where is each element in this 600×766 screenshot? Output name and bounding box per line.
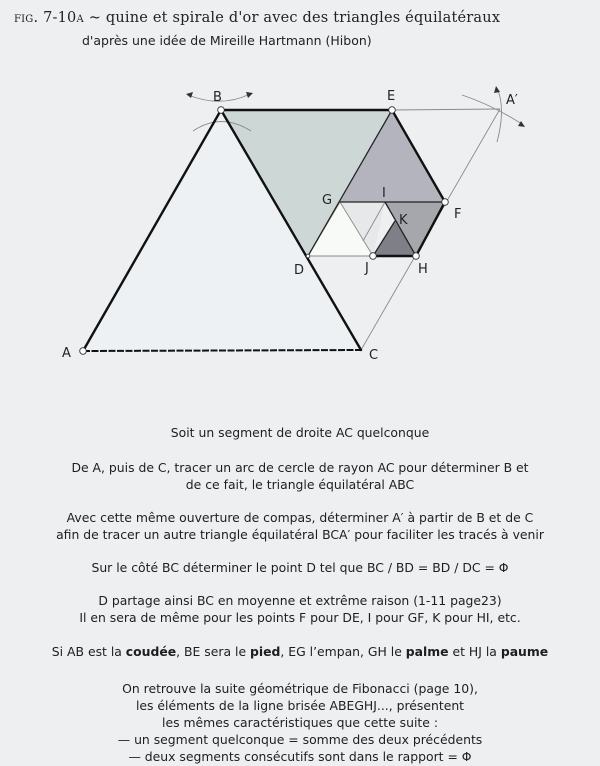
title-separator: ~ — [83, 10, 106, 26]
paragraph-1-line: Soit un segment de droite AC quelconque — [170, 425, 430, 440]
label-G: G — [322, 193, 333, 208]
text-segment: , BE sera le — [176, 644, 251, 659]
paragraph-7-line-4: — un segment quelconque = somme des deux précédents — [117, 732, 483, 747]
paragraph-3 — [0, 509, 600, 543]
paragraph-5-line-2: Il en sera de même pour les points F pour DE, I pour GF, K pour HI, etc. — [79, 610, 521, 625]
paragraph-3-line-1: Avec cette même ouverture de compas, déterminer A′ à partir de B et de C — [66, 510, 534, 525]
paragraph-4 — [0, 559, 600, 576]
paragraph-2-line-1: De A, puis de C, tracer un arc de cercle de rayon AC pour déterminer B et — [71, 460, 529, 475]
term-paume: paume — [500, 644, 549, 659]
paragraph-5-line-1: D partage ainsi BC en moyenne et extrême raison (1-11 page23) — [98, 593, 502, 608]
paragraph-2 — [0, 459, 600, 493]
label-H: H — [418, 262, 428, 277]
label-E: E — [387, 89, 396, 104]
label-A-prime: A′ — [506, 93, 518, 108]
figure-title-text: quine et spirale d'or avec des triangles équilatéraux — [105, 10, 501, 26]
label-C: C — [369, 348, 379, 363]
paragraph-4-line: Sur le côté BC déterminer le point D tel que BC / BD = BD / DC = Φ — [91, 560, 509, 575]
paragraph-7-line-5: — deux segments consécutifs sont dans le rapport = Φ — [128, 749, 472, 764]
paragraph-7-line-3: les mêmes caractéristiques que cette suite : — [162, 715, 438, 730]
label-F: F — [454, 207, 462, 222]
term-pied: pied — [250, 644, 281, 659]
text-segment: Si AB est la — [51, 644, 126, 659]
label-I: I — [382, 186, 386, 201]
term-palme: palme — [405, 644, 449, 659]
figure-number: fig. 7-10a — [14, 10, 84, 26]
text-segment: , EG l’empan, GH le — [280, 644, 406, 659]
label-D: D — [294, 263, 305, 278]
paragraph-2-line-2: de ce fait, le triangle équilatéral ABC — [185, 477, 415, 492]
paragraph-3-line-2: afin de tracer un autre triangle équilatéral BCA′ pour faciliter les tracés à venir — [56, 527, 544, 542]
paragraph-5 — [0, 592, 600, 626]
text-segment: et HJ la — [448, 644, 501, 659]
paragraph-7-line-1: On retrouve la suite géométrique de Fibonacci (page 10), — [122, 681, 478, 696]
figure-subtitle: d'après une idée de Mireille Hartmann (Hibon) — [82, 33, 372, 48]
paragraph-1 — [0, 424, 600, 441]
paragraph-6-line — [0, 643, 600, 660]
label-K: K — [399, 213, 408, 228]
label-J: J — [365, 261, 369, 276]
paragraph-7 — [0, 680, 600, 765]
paragraph-6 — [0, 643, 600, 660]
paragraph-7-line-2: les éléments de la ligne brisée ABEGHJ..., présentent — [135, 698, 465, 713]
label-B: B — [213, 90, 222, 105]
label-A: A — [62, 346, 71, 361]
term-coudee: coudée — [125, 644, 177, 659]
